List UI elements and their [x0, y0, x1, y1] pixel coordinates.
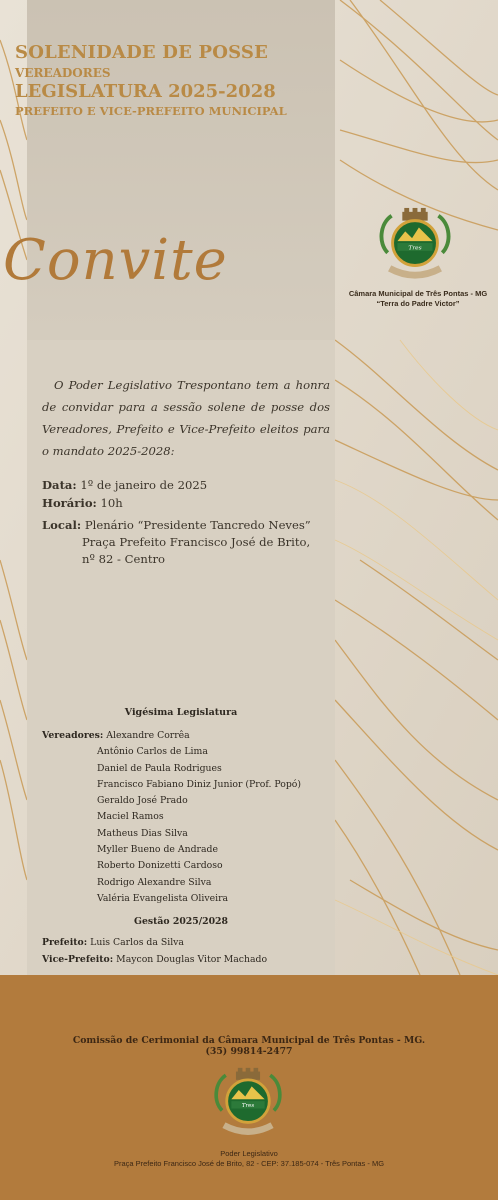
event-time — [42, 495, 123, 512]
date-label: Data: — [42, 478, 77, 492]
councillor-name: Geraldo José Prado — [97, 795, 188, 807]
time-value: 10h — [100, 496, 123, 510]
invitation-text: O Poder Legislativo Trespontano tem a honra de convidar para a sessão solene de posse dos Vereadores, Prefeito e Vice-Prefeito eleitos para o mandato 2025-2028: — [42, 378, 330, 458]
place-line-1: Plenário “Presidente Tancredo Neves” — [84, 518, 311, 532]
councillor-name: Matheus Dias Silva — [97, 827, 188, 839]
place-line-2: Praça Prefeito Francisco José de Brito, — [82, 535, 311, 549]
invitation-title: Convite — [3, 228, 228, 293]
mayor-line — [42, 937, 184, 948]
city-emblem-footer-icon — [211, 1066, 285, 1140]
date-value: 1º de janeiro de 2025 — [80, 478, 208, 492]
commission-phone: (35) 99814-2477 — [205, 1046, 293, 1057]
councillor-name: Alexandre Corrêa — [106, 730, 190, 741]
heading-solenidade: SOLENIDADE DE POSSE — [15, 42, 269, 63]
event-date — [42, 477, 207, 494]
institution-motto: “Terra do Padre Victor” — [376, 299, 460, 308]
place-line-3: nº 82 - Centro — [82, 552, 166, 566]
svg-text:Tres: Tres — [408, 245, 422, 252]
councillor-name: Myller Bueno de Andrade — [97, 844, 218, 856]
legislature-title: Vigésima Legislatura — [124, 707, 238, 718]
mayor-label: Prefeito: — [42, 937, 88, 948]
footer-address-block — [0, 1149, 498, 1169]
commission-name: Comissão de Cerimonial da Câmara Municipal de Três Pontas - MG. — [72, 1035, 426, 1046]
heading-legislatura: LEGISLATURA 2025-2028 — [15, 81, 276, 102]
footer-address: Praça Prefeito Francisco José de Brito, 82 - CEP: 37.185-074 - Três Pontas - MG — [113, 1159, 385, 1168]
city-emblem-icon — [376, 206, 454, 284]
councillors-continued — [97, 744, 301, 907]
heading-vereadores: VEREADORES — [15, 66, 111, 80]
footer-org: Poder Legislativo — [220, 1149, 278, 1158]
place-label: Local: — [42, 518, 82, 532]
svg-text:Tres: Tres — [241, 1103, 255, 1110]
councillor-name: Francisco Fabiano Diniz Junior (Prof. Popó) — [97, 778, 302, 790]
time-label: Horário: — [42, 496, 97, 510]
vice-mayor-name: Maycon Douglas Vitor Machado — [116, 954, 268, 965]
event-place — [42, 517, 311, 568]
councillor-name: Valéria Evangelista Oliveira — [97, 892, 229, 904]
heading-prefeito: PREFEITO E VICE-PREFEITO MUNICIPAL — [15, 104, 287, 118]
vice-mayor-line — [42, 954, 267, 965]
councillors-list — [42, 728, 302, 904]
management-title: Gestão 2025/2028 — [134, 916, 228, 927]
councillors-label: Vereadores: — [42, 730, 104, 741]
councillor-name: Roberto Donizetti Cardoso — [97, 860, 223, 872]
footer-commission — [0, 1035, 498, 1057]
vice-mayor-label: Vice-Prefeito: — [42, 954, 114, 965]
councillor-name: Antônio Carlos de Lima — [97, 746, 208, 758]
councillor-name: Rodrigo Alexandre Silva — [97, 876, 212, 888]
institution-name: Câmara Municipal de Três Pontas - MG — [348, 289, 488, 298]
councillor-name: Daniel de Paula Rodrigues — [97, 762, 222, 774]
mayor-name: Luis Carlos da Silva — [90, 937, 184, 948]
institution-caption — [338, 289, 498, 309]
councillor-name: Maciel Ramos — [97, 811, 164, 823]
